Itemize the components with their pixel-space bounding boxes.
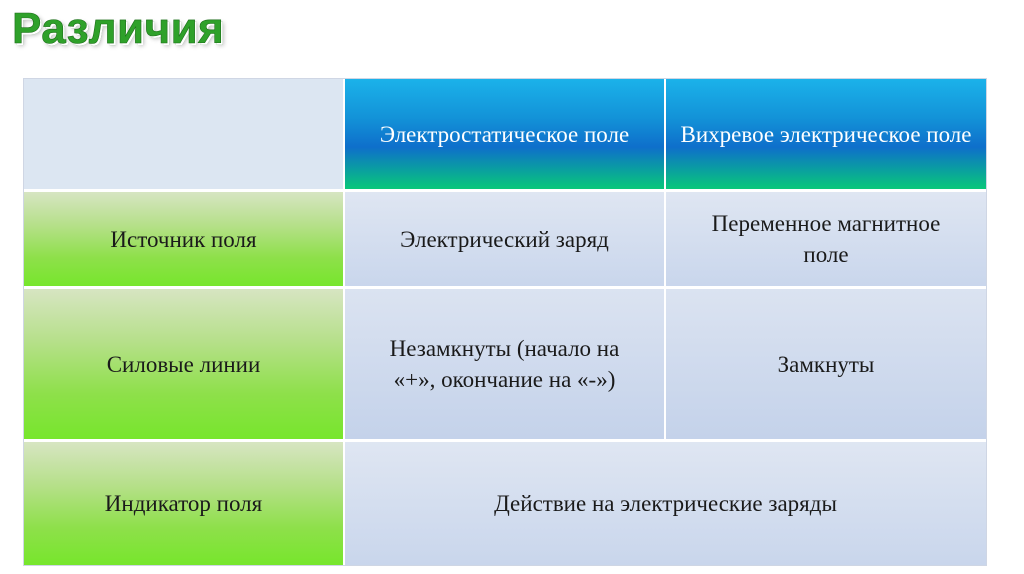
cell-text: Незамкнуты (начало на «+», окончание на «-») [389, 336, 620, 392]
table-corner-cell [24, 79, 343, 189]
slide-title: Различия [12, 4, 225, 53]
row-label-text: Индикатор поля [104, 491, 263, 516]
row-label-text: Источник поля [110, 226, 257, 252]
cell-text: Переменное магнитное поле [711, 211, 941, 267]
column-header-vortex [666, 79, 986, 189]
cell-text: Действие на электрические заряды [494, 491, 837, 516]
comparison-table [23, 78, 987, 566]
row-label-field-indicator [24, 442, 343, 565]
column-header-electrostatic [345, 79, 664, 189]
column-header-vortex-text: Вихревое электрическое поле [680, 121, 972, 147]
cell-source-vortex [666, 192, 986, 286]
row-label-field-source [24, 192, 343, 286]
row-label-text: Силовые линии [106, 351, 261, 377]
column-header-electrostatic-text: Электростатическое поле [379, 121, 630, 147]
row-label-field-lines [24, 289, 343, 439]
cell-lines-electrostatic [345, 289, 664, 439]
cell-indicator-merged [345, 442, 986, 565]
cell-source-electrostatic [345, 192, 664, 286]
cell-text: Электрический заряд [400, 226, 609, 252]
cell-text: Замкнуты [777, 351, 875, 377]
cell-lines-vortex [666, 289, 986, 439]
